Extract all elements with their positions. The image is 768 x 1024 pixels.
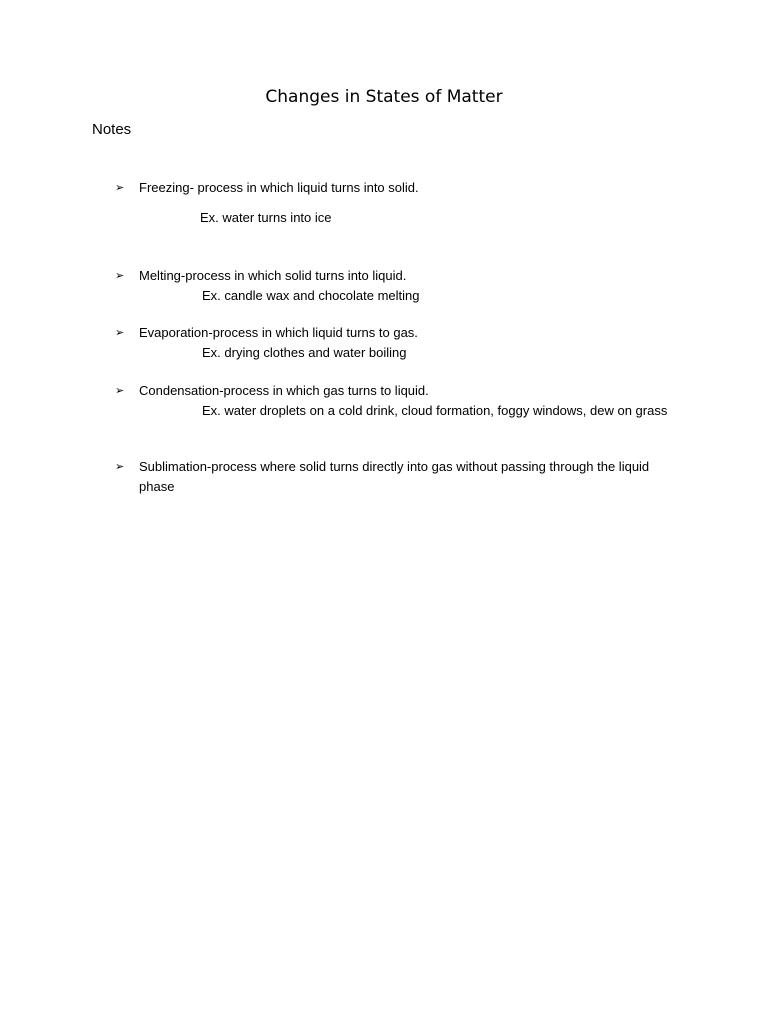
note-example: Ex. water turns into ice: [200, 209, 332, 225]
note-example: Ex. candle wax and chocolate melting: [202, 287, 420, 303]
arrow-bullet-icon: ➢: [115, 269, 125, 282]
note-item-melting: [115, 266, 675, 305]
note-definition: Evaporation-process in which liquid turns to gas.: [139, 325, 418, 340]
note-item-evaporation: [115, 323, 675, 362]
arrow-bullet-icon: ➢: [115, 326, 125, 339]
section-heading: Notes: [92, 121, 132, 138]
note-item-freezing: [115, 178, 675, 227]
note-definition: Condensation-process in which gas turns to liquid.: [139, 383, 429, 398]
arrow-bullet-icon: ➢: [115, 384, 125, 397]
arrow-bullet-icon: ➢: [115, 181, 125, 194]
note-example: Ex. water droplets on a cold drink, cloud formation, foggy windows, dew on grass: [202, 402, 668, 418]
note-definition: Freezing- process in which liquid turns into solid.: [139, 180, 419, 195]
note-item-sublimation: [115, 457, 675, 496]
note-item-condensation: [115, 381, 675, 420]
document-title: Changes in States of Matter: [265, 87, 503, 107]
arrow-bullet-icon: ➢: [115, 460, 125, 473]
note-example: Ex. drying clothes and water boiling: [202, 344, 407, 360]
note-definition: Sublimation-process where solid turns directly into gas without passing through the liquid phase: [139, 459, 650, 494]
note-definition: Melting-process in which solid turns into liquid.: [139, 268, 407, 283]
